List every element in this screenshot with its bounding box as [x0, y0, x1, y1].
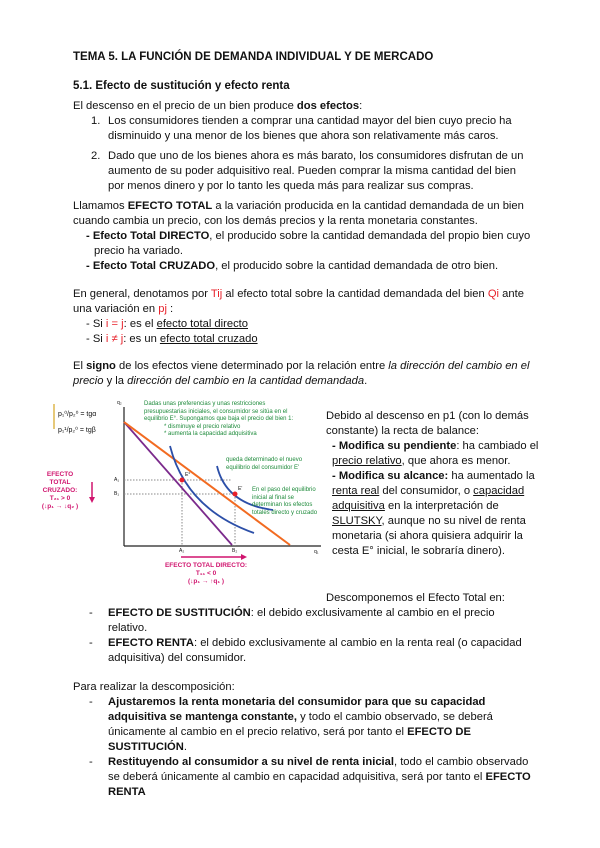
arrowhead	[241, 554, 247, 560]
efecto-cruzado-item: - Efecto Total CRUZADO, el producido sobre la cantidad demandada de otro bien.	[86, 260, 499, 272]
note-initial: Dadas unas preferencias y unas restricciones presupuestarias iniciales, el consumidor se sitúa en el equilibrio E°. Supongamos que baja el precio del bien 1: * disminuye el precio relativo * aumenta la capacidad adquisitiva	[144, 401, 294, 437]
descomponemos-text: Descomponemos el Efecto Total en:	[326, 592, 505, 604]
intro-paragraph: El descenso en el precio de un bien produce dos efectos:	[73, 100, 363, 112]
note-final: queda determinado el nuevo equilibrio del consumidor E'	[226, 457, 303, 471]
page-title: TEMA 5. LA FUNCIÓN DE DEMANDA INDIVIDUAL Y DE MERCADO	[73, 51, 434, 63]
label-b2: B₂	[232, 548, 238, 554]
section-heading: 5.1. Efecto de sustitución y efecto renta	[73, 80, 290, 92]
signo-paragraph: El signo de los efectos viene determinado por la relación entre la dirección del cambio en el precio y la dirección del cambio en la cantidad demandada.	[73, 360, 530, 387]
si-directo: - Si i = j: es el efecto total directo	[86, 318, 249, 330]
equilibrium-final-point	[233, 492, 238, 497]
note-effects: En el paso del equilibrio inicial al final se determinan los efectos totales directo y cruzado	[252, 487, 318, 516]
label-a2: A₂	[179, 548, 185, 554]
initial-budget-line	[124, 422, 232, 545]
label-e1: E'	[238, 486, 243, 492]
efecto-directo-label: EFECTO TOTAL DIRECTO: T₁₁ < 0 (↓p₁ → ↑q₁ )	[164, 562, 248, 585]
arrowhead	[89, 497, 95, 503]
budget-line-diagram	[36, 399, 321, 589]
para-realizar-text: Para realizar la descomposición:	[73, 681, 235, 693]
label-e0: E°	[185, 472, 191, 478]
diagram-section	[36, 399, 556, 589]
axis-label-q2: q₂	[117, 400, 122, 406]
list-item: 2. Dado que uno de los bienes ahora es más barato, los consumidores disfrutan de un aumento de su poder adquisitivo real. Pueden comprar la misma cantidad del bien por menos dinero y por lo tanto les queda más para realizar sus compras.	[91, 150, 524, 192]
label-a1: A₁	[114, 477, 120, 483]
efecto-directo-item: - Efecto Total DIRECTO, el producido sobre la cantidad demandada del propio bien cuyo precio ha variado.	[86, 230, 531, 257]
paso-ajustar: - Ajustaremos la renta monetaria del consumidor para que su capacidad adquisitiva se mantenga constante, y todo el cambio observado, se deberá únicamente al cambio en el precio relativo, será por tanto el EFECTO DE SUSTITUCIÓN.	[89, 696, 493, 753]
paso-restituir: - Restituyendo al consumidor a su nivel de renta inicial, todo el cambio observado se deberá únicamente al cambio en capacidad adquisitiva, será por tanto el EFECTO RENTA	[89, 756, 531, 798]
new-budget-line	[124, 422, 290, 545]
efecto-total-definition: Llamamos EFECTO TOTAL a la variación producida en la cantidad demandada de un bien cuando cambia un precio, con los demás precios y la renta monetaria constantes.	[73, 200, 524, 227]
balance-line-explanation: Debido al descenso en p1 (con lo demás constante) la recta de balance: - Modifica su pendiente: ha cambiado el precio relativo, que ahora es menor. - Modifica su alcance: ha aumentado la renta real del consumidor, o capacidad adquisitiva en la interpretación de SLUTSKY, aunque no su nivel de renta monetaria (si ahora quisiera adquirir la cesta E° inicial, le sobraría dinero).	[326, 410, 539, 557]
efecto-sustitucion-item: - EFECTO DE SUSTITUCIÓN: el debido exclusivamente al cambio en el precio relativo.	[89, 607, 495, 634]
general-paragraph: En general, denotamos por Tij al efecto total sobre la cantidad demandada del bien Qi ante una variación en pj :	[73, 288, 524, 315]
list-item: 1. Los consumidores tienden a comprar una cantidad mayor del bien cuyo precio ha disminuido y una menor de los bienes que ahora son relativamente más caros.	[91, 115, 512, 142]
si-cruzado: - Si i ≠ j: es un efecto total cruzado	[86, 333, 258, 345]
tg-alpha-formula: p₁⁰/p₂⁰ = tgα	[58, 411, 97, 418]
efecto-renta-item: - EFECTO RENTA: el debido exclusivamente al cambio en la renta real (o capacidad adquisitiva) del consumidor.	[89, 637, 522, 664]
axis-label-q1: q₁	[314, 549, 319, 555]
tg-beta-formula: p₁¹/p₂⁰ = tgβ	[58, 427, 96, 434]
label-b1: B₁	[114, 491, 120, 497]
efecto-cruzado-label: EFECTO TOTAL CRUZADO: T₂₁ > 0 (↓p₁ → ↓q₂ )	[41, 471, 79, 510]
equilibrium-initial-point	[180, 478, 185, 483]
